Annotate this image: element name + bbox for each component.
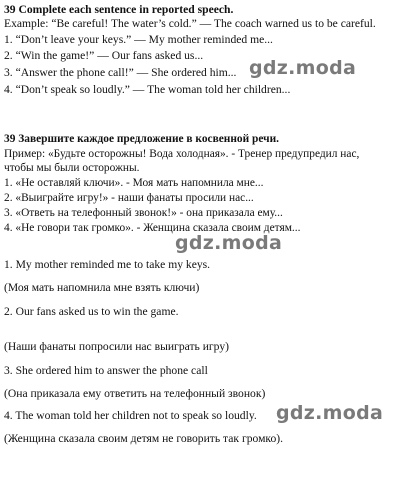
- answer-4: 4. The woman told her children not to speak so loudly.: [4, 409, 257, 422]
- example-continuation-russian: чтобы мы были осторожны.: [4, 162, 140, 174]
- task-line-4-russian: 4. «Не говори так громко». - Женщина сказала своим детям...: [4, 222, 301, 234]
- answer-3-translation: (Она приказала ему ответить на телефонный звонок): [4, 387, 266, 400]
- example-line-russian: Пример: «Будьте осторожны! Вода холодная». - Тренер предупредил нас,: [4, 148, 360, 160]
- task-line-2-english: 2. “Win the game!” — Our fans asked us...: [4, 49, 204, 62]
- task-line-3-english: 3. “Answer the phone call!” — She ordered him...: [4, 66, 237, 79]
- answer-1: 1. My mother reminded me to take my keys.: [4, 258, 211, 271]
- answer-2-translation: (Наши фанаты попросили нас выиграть игру): [4, 340, 229, 353]
- task-line-1-russian: 1. «Не оставляй ключи». - Моя мать напомнила мне...: [4, 177, 264, 189]
- task-line-1-english: 1. “Don’t leave your keys.” — My mother reminded me...: [4, 33, 273, 46]
- watermark-logo-bottom: gdz.moda: [276, 402, 384, 424]
- task-line-3-russian: 3. «Ответь на телефонный звонок!» - она приказала ему...: [4, 207, 283, 219]
- exercise-heading-english: 39 Complete each sentence in reported speech.: [4, 3, 234, 16]
- answer-4-translation: (Женщина сказала своим детям не говорить так громко).: [4, 432, 284, 445]
- watermark-logo-top: gdz.moda: [249, 57, 357, 79]
- answer-3: 3. She ordered him to answer the phone call: [4, 364, 208, 377]
- example-line-english: Example: “Be careful! The water’s cold.” — The coach warned us to be careful.: [4, 17, 376, 30]
- task-line-4-english: 4. “Don’t speak so loudly.” — The woman told her children...: [4, 83, 291, 96]
- task-line-2-russian: 2. «Выиграйте игру!» - наши фанаты просили нас...: [4, 192, 254, 204]
- answer-1-translation: (Моя мать напомнила мне взять ключи): [4, 281, 200, 294]
- answer-2: 2. Our fans asked us to win the game.: [4, 305, 179, 318]
- exercise-heading-russian: 39 Завершите каждое предложение в косвенной речи.: [4, 133, 279, 145]
- watermark-logo-middle: gdz.moda: [175, 232, 283, 254]
